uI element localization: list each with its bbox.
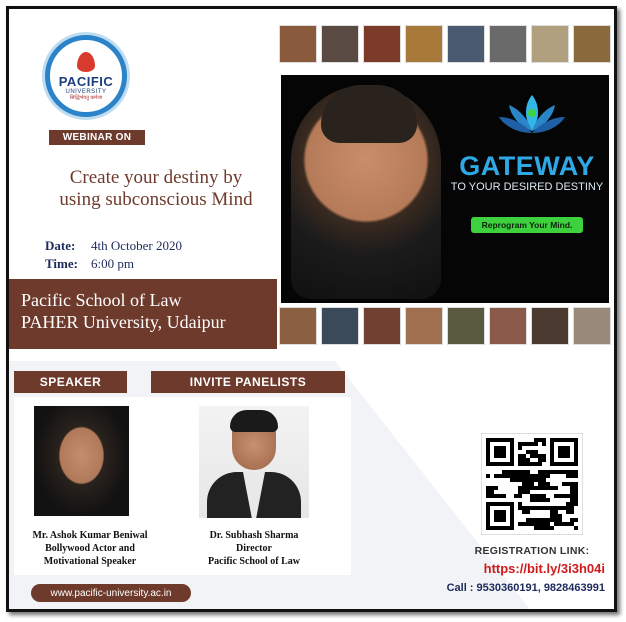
film-still-thumbnail — [363, 25, 401, 63]
film-still-thumbnail — [321, 25, 359, 63]
qr-code[interactable] — [481, 433, 583, 535]
date-row — [45, 237, 275, 255]
film-still-thumbnail — [363, 307, 401, 345]
panelist-role-2: Pacific School of Law — [208, 556, 300, 567]
thumbnail-row-bottom — [279, 307, 611, 345]
date-value: 4th October 2020 — [91, 238, 182, 253]
speaker-caption — [15, 529, 165, 568]
university-name: PAHER University, Udaipur — [21, 312, 226, 332]
webinar-flyer — [6, 6, 617, 612]
film-still-thumbnail — [573, 25, 611, 63]
webinar-title — [31, 167, 281, 211]
speaker-role-1: Bollywood Actor and — [45, 543, 135, 554]
film-still-thumbnail — [321, 307, 359, 345]
film-still-thumbnail — [531, 307, 569, 345]
speaker-badge: SPEAKER — [14, 371, 127, 393]
film-still-thumbnail — [447, 307, 485, 345]
date-label: Date: — [45, 238, 76, 253]
webinar-badge: WEBINAR ON — [49, 130, 145, 145]
film-still-thumbnail — [405, 307, 443, 345]
gateway-panel — [277, 19, 613, 349]
speaker-poster-hair — [321, 85, 417, 143]
film-still-thumbnail — [489, 25, 527, 63]
speaker-photo — [34, 406, 129, 516]
gateway-title: GATEWAY — [459, 151, 595, 181]
speaker-name: Mr. Ashok Kumar Beniwal — [32, 530, 148, 541]
registration-label: REGISTRATION LINK: — [474, 545, 590, 557]
film-still-thumbnail — [279, 25, 317, 63]
film-still-thumbnail — [405, 25, 443, 63]
call-numbers: Call : 9530360191, 9828463991 — [446, 582, 605, 594]
gateway-poster — [281, 75, 609, 303]
panelist-name: Dr. Subhash Sharma — [209, 530, 299, 541]
speaker-role-2: Motivational Speaker — [43, 556, 137, 567]
panelists-badge: INVITE PANELISTS — [151, 371, 345, 393]
thumbnail-row-top — [279, 25, 611, 63]
film-still-thumbnail — [489, 307, 527, 345]
panelist-photo — [199, 406, 309, 518]
time-label: Time: — [45, 256, 78, 271]
webinar-title-line1: Create your destiny by — [69, 167, 243, 188]
panelist-caption — [169, 529, 339, 568]
school-band — [9, 279, 279, 349]
film-still-thumbnail — [531, 25, 569, 63]
gateway-subtitle: TO YOUR DESIRED DESTINY — [450, 181, 604, 193]
reprogram-pill: Reprogram Your Mind. — [471, 217, 583, 233]
film-still-thumbnail — [279, 307, 317, 345]
panelist-role-1: Director — [236, 543, 272, 554]
flame-icon — [77, 52, 95, 72]
film-still-thumbnail — [573, 307, 611, 345]
film-still-thumbnail — [447, 25, 485, 63]
registration-link[interactable]: https://bit.ly/3i3h04i — [483, 561, 605, 576]
time-row — [45, 255, 275, 273]
lotus-icon — [497, 91, 567, 139]
logo-motto: सिद्धिर्भवतु कर्मजा — [69, 94, 103, 101]
website-link[interactable]: www.pacific-university.ac.in — [31, 584, 191, 602]
school-name: Pacific School of Law — [21, 290, 182, 310]
time-value: 6:00 pm — [91, 256, 134, 271]
university-logo — [45, 35, 127, 117]
logo-name: PACIFIC — [58, 73, 114, 89]
webinar-title-line2: using subconscious Mind — [59, 189, 253, 210]
logo-sub: UNIVERSITY — [65, 88, 107, 95]
date-time-block — [45, 237, 275, 273]
